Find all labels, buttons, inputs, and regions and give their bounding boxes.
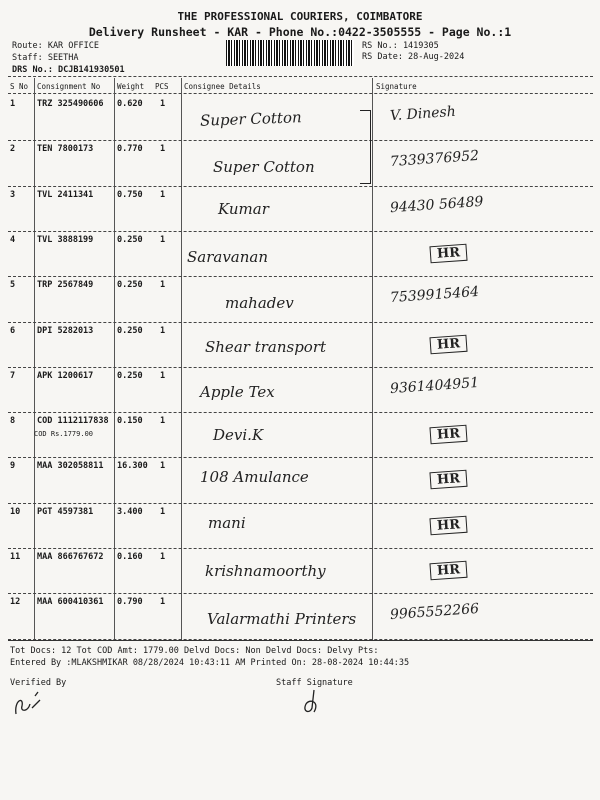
row-pcs: 1	[160, 144, 166, 155]
row-sno: 4	[10, 234, 16, 245]
barcode-image	[226, 40, 354, 66]
row-pcs: 1	[160, 416, 166, 427]
row-signature: HR	[430, 333, 467, 353]
row-sno: 5	[10, 280, 16, 291]
row-sno: 3	[10, 189, 16, 200]
row-weight: 0.750	[117, 189, 143, 200]
bracket-mark	[360, 110, 371, 184]
verifier-signature	[10, 690, 50, 720]
row-pcs: 1	[160, 189, 166, 200]
row-signature: 94430 56489	[389, 193, 484, 216]
row-divider	[8, 140, 593, 141]
row-signature: 9965552266	[389, 601, 480, 624]
column-header-divider	[8, 93, 593, 94]
row-divider	[8, 276, 593, 277]
row-weight: 0.770	[117, 144, 143, 155]
row-consignee-handwritten: mani	[208, 514, 246, 532]
row-consignee-handwritten: 108 Amulance	[200, 468, 309, 486]
table-bottom-rule	[8, 640, 593, 641]
col-header-consignment: Consignment No	[37, 82, 101, 91]
row-weight: 0.790	[117, 597, 143, 608]
column-separator	[34, 78, 35, 640]
row-divider	[8, 412, 593, 413]
row-pcs: 1	[160, 234, 166, 245]
row-pcs: 1	[160, 552, 166, 562]
row-weight: 0.250	[117, 325, 143, 336]
row-divider	[8, 186, 593, 187]
row-sno: 10	[10, 506, 21, 517]
row-weight: 0.620	[117, 99, 143, 109]
column-separator	[114, 78, 115, 640]
row-consignee-handwritten: Devi.K	[213, 426, 264, 444]
company-title: THE PROFESSIONAL COURIERS, COIMBATORE	[177, 10, 423, 23]
row-consignment-no: MAA 600410361	[37, 597, 104, 608]
row-divider	[8, 322, 593, 323]
row-consignment-no: TVL 2411341	[37, 189, 94, 200]
row-consignment-no: DPI 5282013	[37, 325, 94, 336]
row-weight: 0.160	[117, 552, 143, 562]
rs-date: RS Date: 28-Aug-2024	[362, 52, 465, 62]
row-weight: 0.250	[117, 370, 143, 381]
row-pcs: 1	[160, 461, 166, 472]
row-consignee-handwritten: Kumar	[218, 200, 269, 218]
row-sno: 1	[10, 99, 16, 109]
row-sno: 6	[10, 325, 16, 336]
row-sno: 8	[10, 416, 16, 427]
row-consignment-no: MAA 866767672	[37, 552, 104, 562]
column-separator	[181, 78, 182, 640]
row-weight: 0.250	[117, 280, 143, 291]
row-divider	[8, 503, 593, 504]
row-divider	[8, 457, 593, 458]
row-weight: 16.300	[117, 461, 148, 472]
col-header-weight: Weight	[117, 82, 145, 91]
drs-number: DRS No.: DCJB141930501	[12, 65, 125, 75]
row-signature: 7339376952	[389, 148, 480, 171]
route-label: Route: KAR OFFICE	[12, 41, 99, 51]
row-consignment-no: TEN 7800173	[37, 144, 94, 155]
row-signature: HR	[430, 559, 467, 579]
row-signature: HR	[430, 514, 467, 534]
row-signature: HR	[430, 423, 467, 443]
row-consignment-no: TRZ 325490606	[37, 99, 104, 109]
row-weight: 0.150	[117, 416, 143, 427]
entered-by-line: Entered By :MLAKSHMIKAR 08/28/2024 10:43:11 AM Printed On: 28-08-2024 10:44:35	[10, 658, 410, 668]
rs-number: RS No.: 1419305	[362, 41, 439, 51]
row-pcs: 1	[160, 325, 166, 336]
col-header-signature: Signature	[376, 82, 417, 91]
staff-signature-mark	[296, 686, 336, 716]
row-consignee-handwritten: krishnamoorthy	[205, 562, 326, 580]
row-divider	[8, 231, 593, 232]
header-divider	[8, 76, 593, 77]
row-pcs: 1	[160, 280, 166, 291]
row-consignment-no: MAA 302058811	[37, 461, 104, 472]
row-signature: HR	[430, 242, 467, 262]
row-pcs: 1	[160, 370, 166, 381]
column-separator	[372, 78, 373, 640]
row-weight: 0.250	[117, 234, 143, 245]
row-consignee-handwritten: Apple Tex	[200, 383, 275, 401]
row-consignment-no: APK 1200617	[37, 370, 94, 381]
row-signature: 9361404951	[389, 374, 480, 397]
row-sno: 9	[10, 461, 16, 472]
row-signature: V. Dinesh	[389, 103, 457, 125]
row-pcs: 1	[160, 597, 166, 608]
row-sno: 7	[10, 370, 16, 381]
row-signature: HR	[430, 468, 467, 488]
row-consignee-handwritten: Super Cotton	[213, 158, 315, 176]
row-sno: 12	[10, 597, 21, 608]
row-consignee-handwritten: Saravanan	[187, 248, 269, 266]
col-header-sno: S No	[10, 82, 29, 91]
runsheet-subtitle: Delivery Runsheet - KAR - Phone No.:0422-3505555 - Page No.:1	[88, 25, 512, 39]
col-header-consignee: Consignee Details	[184, 82, 261, 91]
row-consignment-no: PGT 4597381	[37, 506, 94, 517]
row-pcs: 1	[160, 99, 166, 109]
row-pcs: 1	[160, 506, 166, 517]
verified-by-label: Verified By	[10, 678, 67, 688]
row-consignee-handwritten: Valarmathi Printers	[207, 610, 357, 628]
totals-line: Tot Docs: 12 Tot COD Amt: 1779.00 Delvd Docs: Non Delvd Docs: Delvy Pts:	[10, 646, 379, 656]
row-consignee-handwritten: Shear transport	[205, 338, 327, 356]
row-divider	[8, 593, 593, 594]
row-consignment-no: COD 1112117838	[37, 416, 109, 427]
staff-signature-label: Staff Signature	[276, 678, 353, 688]
row-consignment-no: TRP 2567849	[37, 280, 94, 291]
col-header-pcs: PCS	[155, 82, 169, 91]
row-signature: 7539915464	[389, 284, 480, 307]
row-consignee-handwritten: mahadev	[225, 294, 294, 312]
row-weight: 3.400	[117, 506, 143, 517]
row-cod-amount: COD Rs.1779.00	[34, 430, 94, 439]
row-sno: 2	[10, 144, 16, 155]
staff-label: Staff: SEETHA	[12, 53, 79, 63]
row-divider	[8, 367, 593, 368]
row-consignee-handwritten: Super Cotton	[199, 108, 302, 130]
row-consignment-no: TVL 3888199	[37, 234, 94, 245]
row-sno: 11	[10, 552, 21, 562]
row-divider	[8, 548, 593, 549]
